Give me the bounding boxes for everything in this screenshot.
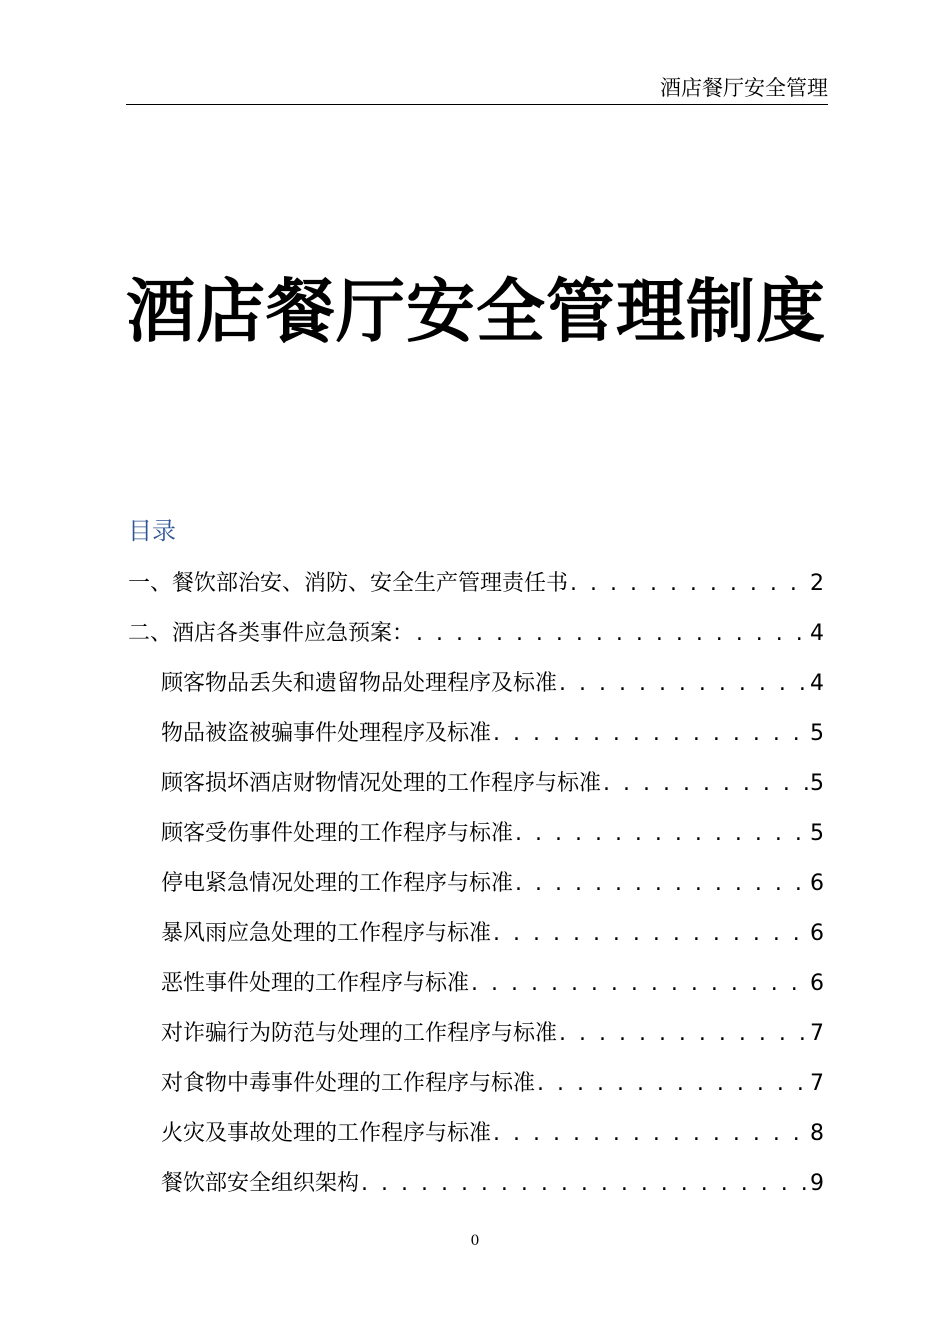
toc-entry-safety-organization[interactable] [128,1166,824,1216]
toc-entry-property-damage[interactable] [128,766,824,816]
toc-entry-text: 物品被盗被骗事件处理程序及标准 [161,721,492,746]
toc-heading: 目录 [128,517,176,545]
toc-entry-text: 顾客物品丢失和遗留物品处理程序及标准 [161,671,558,696]
toc-entry-text: 恶性事件处理的工作程序与标准 [161,971,470,996]
toc-entry-customer-injury[interactable] [128,816,824,866]
toc-entry-page: 4 [810,621,824,646]
running-header [126,74,828,105]
toc-dot-leader [361,1166,808,1202]
toc-entry-lost-items[interactable] [128,666,824,716]
toc-entry-storm[interactable] [128,916,824,966]
toc-entry-text: 火灾及事故处理的工作程序与标准 [161,1121,492,1146]
toc-entry-page: 8 [810,1121,824,1146]
toc-entry-page: 6 [810,921,824,946]
toc-dot-leader [493,916,808,952]
toc-entry-page: 7 [810,1021,824,1046]
toc-dot-leader [559,1016,808,1052]
toc-entry-text: 顾客受伤事件处理的工作程序与标准 [161,821,514,846]
toc-entry-food-poisoning[interactable] [128,1066,824,1116]
toc-entry-text: 对诈骗行为防范与处理的工作程序与标准 [161,1021,558,1046]
toc-entry-fire-accident[interactable] [128,1116,824,1166]
toc-dot-leader [570,566,808,602]
toc-dot-leader [493,1116,808,1152]
toc-entry-power-outage[interactable] [128,866,824,916]
toc-entry-text: 餐饮部安全组织架构 [161,1171,360,1196]
toc-dot-leader [493,716,808,752]
toc-dot-leader [559,666,808,702]
toc-dot-leader [515,816,808,852]
toc-entry-page: 6 [810,871,824,896]
table-of-contents [128,566,824,1216]
toc-entry-text: 暴风雨应急处理的工作程序与标准 [161,921,492,946]
toc-dot-leader [416,616,808,652]
page-number: 0 [470,1233,480,1249]
document-title: 酒店餐厅安全管理制度 [126,272,826,352]
toc-entry-fraud-prevention[interactable] [128,1016,824,1066]
toc-entry-page: 4 [810,671,824,696]
toc-dot-leader [515,866,808,902]
toc-entry-theft-fraud[interactable] [128,716,824,766]
toc-entry-emergency-plans[interactable] [128,616,824,666]
toc-entry-page: 5 [810,771,824,796]
toc-dot-leader [603,766,808,802]
toc-entry-page: 5 [810,821,824,846]
toc-entry-text: 顾客损坏酒店财物情况处理的工作程序与标准 [161,771,602,796]
header-text: 酒店餐厅安全管理 [660,76,828,100]
toc-entry-text: 停电紧急情况处理的工作程序与标准 [161,871,514,896]
toc-dot-leader [471,966,808,1002]
toc-entry-page: 9 [810,1171,824,1196]
toc-entry-malicious-incident[interactable] [128,966,824,1016]
toc-entry-text: 一、餐饮部治安、消防、安全生产管理责任书 [128,571,569,596]
toc-entry-text: 二、酒店各类事件应急预案： [128,621,415,646]
toc-entry-page: 5 [810,721,824,746]
toc-dot-leader [537,1066,808,1102]
toc-entry-page: 6 [810,971,824,996]
toc-entry-text: 对食物中毒事件处理的工作程序与标准 [161,1071,536,1096]
toc-entry-responsibility[interactable] [128,566,824,616]
toc-entry-page: 2 [810,571,824,596]
toc-entry-page: 7 [810,1071,824,1096]
